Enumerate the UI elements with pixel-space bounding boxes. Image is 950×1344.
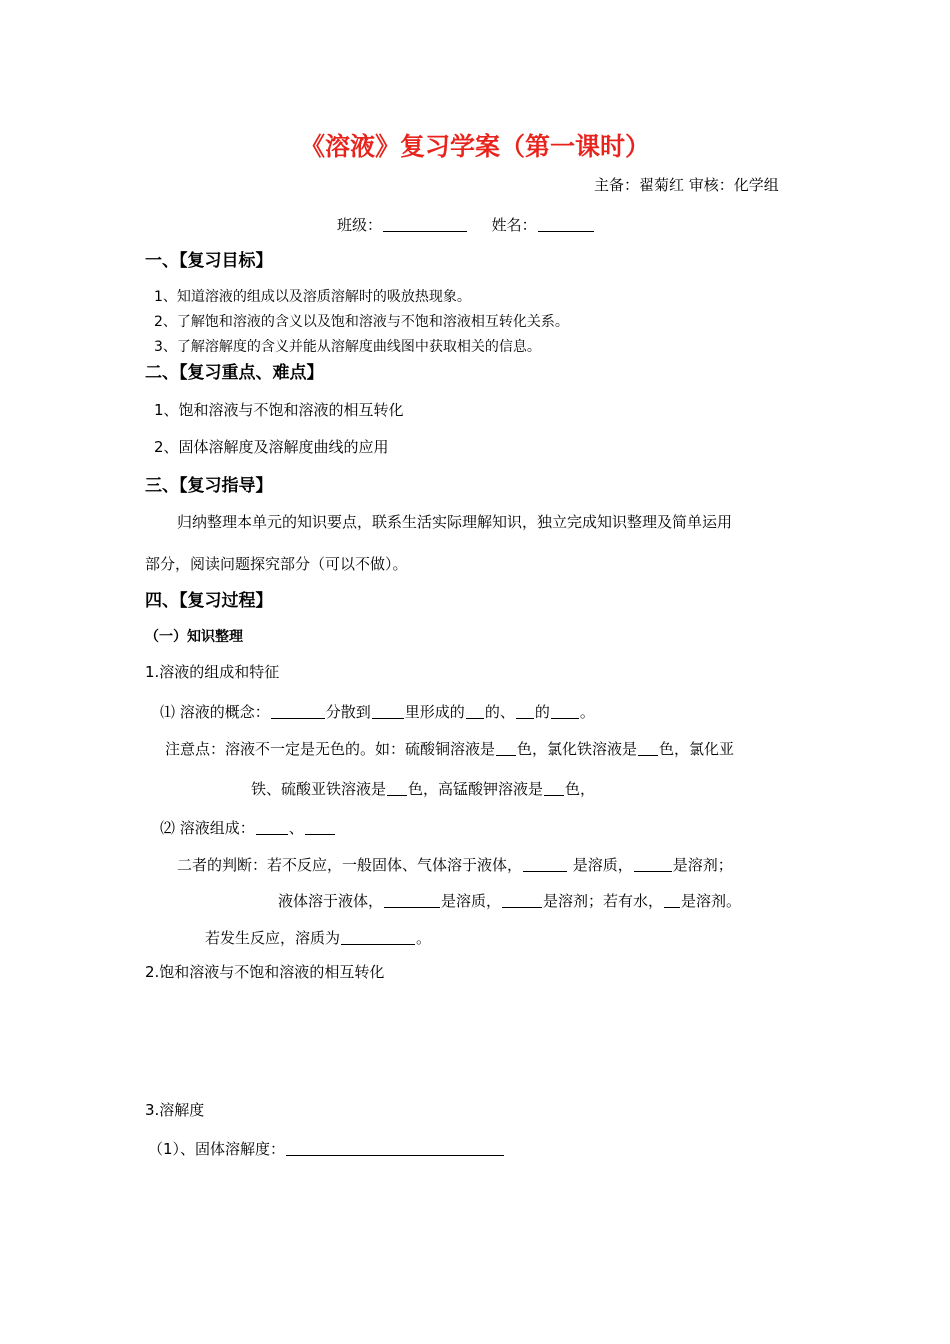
- fill-blank[interactable]: [502, 892, 542, 908]
- fill-text: 是溶剂；: [672, 856, 733, 874]
- section-heading-objectives: 一、【复习目标】: [145, 251, 273, 271]
- section-heading-key-points: 二、【复习重点、难点】: [145, 363, 324, 383]
- fill-text: 铁、硫酸亚铁溶液是: [251, 780, 387, 798]
- fill-blank[interactable]: [523, 856, 567, 872]
- name-input-line[interactable]: [538, 216, 594, 232]
- fill-blank[interactable]: [551, 703, 579, 719]
- fill-blank[interactable]: [341, 929, 415, 945]
- topic-title: 2.饱和溶液与不饱和溶液的相互转化: [145, 963, 385, 981]
- fill-text: 色，高锰酸钾溶液是: [408, 780, 544, 798]
- fill-text: 色，氯化亚: [659, 740, 735, 758]
- fill-blank[interactable]: [516, 703, 534, 719]
- fill-text: 是溶剂；若有水，: [543, 892, 664, 910]
- fill-blank[interactable]: [638, 740, 658, 756]
- list-item: 1、知道溶液的组成以及溶质溶解时的吸放热现象。: [154, 289, 471, 305]
- composition-line: [160, 819, 336, 836]
- fill-blank[interactable]: [256, 819, 288, 835]
- list-item: 2、了解饱和溶液的含义以及饱和溶液与不饱和溶液相互转化关系。: [154, 314, 569, 330]
- list-item: 2、固体溶解度及溶解度曲线的应用: [154, 438, 389, 456]
- fill-blank[interactable]: [271, 703, 325, 719]
- fill-blank[interactable]: [387, 780, 407, 796]
- reaction-line: [205, 929, 431, 946]
- guidance-paragraph-line-1: 归纳整理本单元的知识要点，联系生活实际理解知识，独立完成知识整理及简单运用: [177, 513, 733, 531]
- section-heading-guidance: 三、【复习指导】: [145, 476, 273, 496]
- fill-text: 。: [416, 929, 432, 947]
- fill-text: 色，氯化铁溶液是: [517, 740, 638, 758]
- topic-title: 1.溶液的组成和特征: [145, 663, 280, 681]
- list-item: 3、了解溶解度的含义并能从溶解度曲线图中获取相关的信息。: [154, 339, 541, 355]
- list-item: 1、饱和溶液与不饱和溶液的相互转化: [154, 401, 404, 419]
- fill-text: 液体溶于液体，: [278, 892, 384, 910]
- page-title: 《溶液》复习学案（第一课时）: [299, 132, 650, 161]
- fill-blank[interactable]: [634, 856, 672, 872]
- fill-text: 色，: [565, 780, 596, 798]
- section-heading-process: 四、【复习过程】: [145, 591, 273, 611]
- name-label: 姓名：: [491, 216, 537, 234]
- fill-text: 注意点：溶液不一定是无色的。如：硫酸铜溶液是: [165, 740, 496, 758]
- subsection-heading: （一）知识整理: [145, 629, 243, 645]
- guidance-paragraph-line-2: 部分，阅读问题探究部分（可以不做）。: [145, 555, 408, 573]
- fill-text: 若发生反应，溶质为: [205, 929, 341, 947]
- fill-blank[interactable]: [372, 703, 404, 719]
- fill-text: 里形成的: [404, 703, 465, 721]
- fill-text: （1）、固体溶解度：: [148, 1140, 286, 1158]
- authors-line: 主备：翟菊红 审核：化学组: [594, 176, 779, 194]
- fill-blank[interactable]: [544, 780, 564, 796]
- fill-text: 的、: [484, 703, 515, 721]
- judge-line-1: [177, 856, 733, 873]
- fill-text: 、: [288, 819, 304, 837]
- fill-blank[interactable]: [384, 892, 440, 908]
- fill-text: 分散到: [325, 703, 371, 721]
- fill-text: 。: [579, 703, 595, 721]
- class-name-line: [337, 216, 595, 233]
- fill-text: 的: [534, 703, 550, 721]
- fill-text: ⑵ 溶液组成：: [160, 819, 255, 837]
- note-line-2: [251, 780, 595, 797]
- topic-title: 3.溶解度: [145, 1101, 205, 1119]
- fill-text: ⑴ 溶液的概念：: [160, 703, 270, 721]
- fill-text: 是溶质，: [568, 856, 633, 874]
- judge-line-2: [278, 892, 741, 909]
- fill-blank[interactable]: [664, 892, 680, 908]
- class-input-line[interactable]: [383, 216, 467, 232]
- class-label: 班级：: [337, 216, 383, 234]
- note-line-1: [165, 740, 734, 757]
- fill-text: 是溶剂。: [681, 892, 742, 910]
- fill-text: 是溶质，: [441, 892, 502, 910]
- fill-blank[interactable]: [286, 1140, 504, 1156]
- solid-solubility-line: [148, 1140, 505, 1157]
- fill-blank[interactable]: [305, 819, 335, 835]
- fill-text: 二者的判断：若不反应，一般固体、气体溶于液体，: [177, 856, 523, 874]
- fill-blank[interactable]: [466, 703, 484, 719]
- fill-blank[interactable]: [496, 740, 516, 756]
- concept-line: [160, 703, 595, 720]
